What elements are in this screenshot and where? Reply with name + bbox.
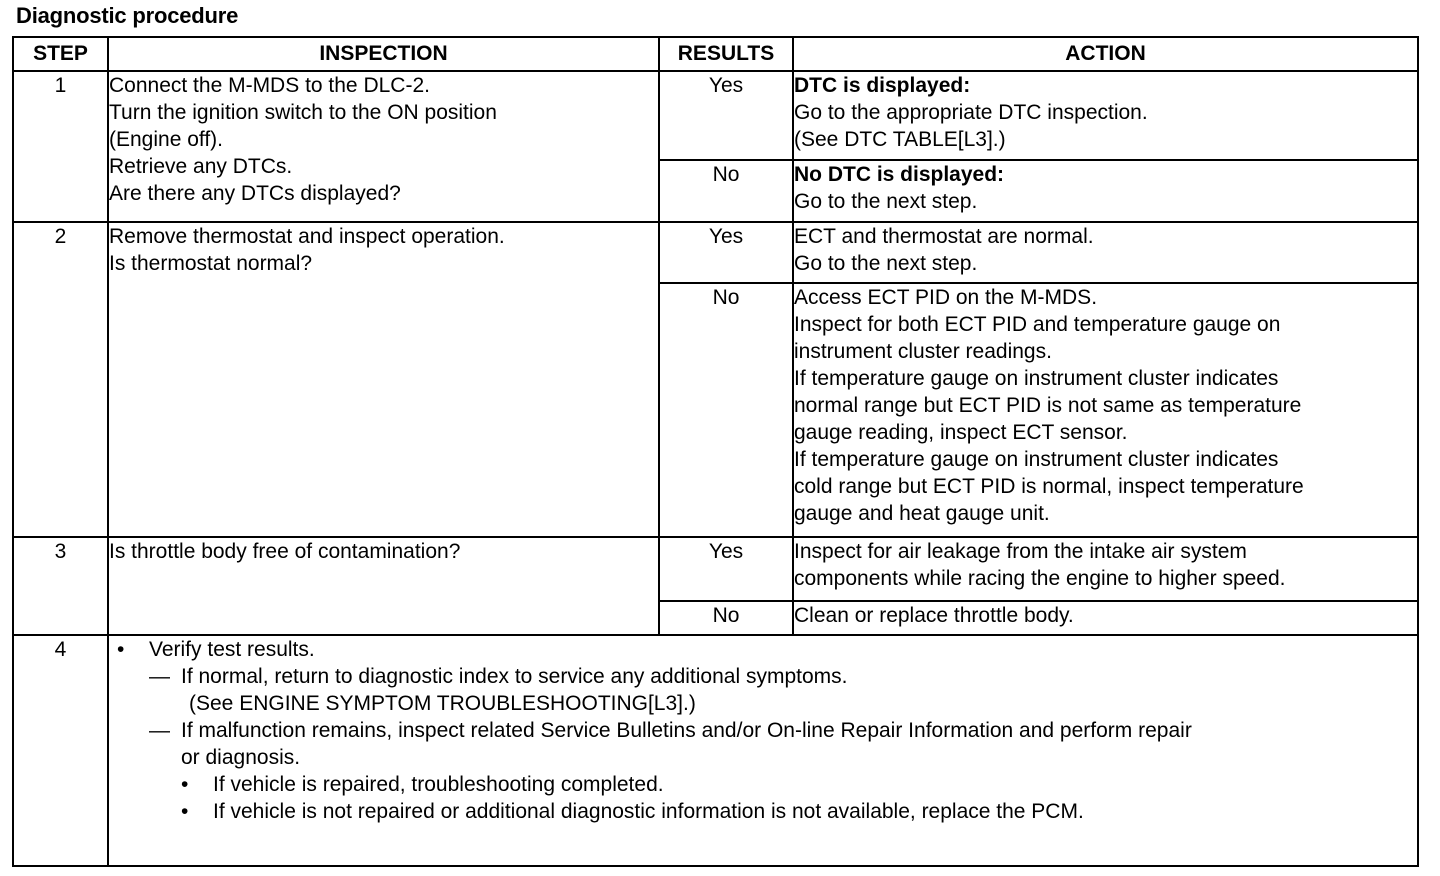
page-title: Diagnostic procedure [16,3,239,28]
step-number: 2 [13,222,108,537]
header-results: RESULTS [659,37,793,71]
action-cell [793,222,1418,283]
action-line: cold range but ECT PID is normal, inspect temperature [794,475,1304,498]
diagnostic-procedure-table [12,36,1419,867]
table-header-row [13,37,1418,71]
action-line: instrument cluster readings. [794,340,1052,363]
result-yes: Yes [659,222,793,283]
header-step: STEP [13,37,108,71]
action-cell [793,160,1418,222]
verify-subitem [109,663,1417,690]
action-line: gauge reading, inspect ECT sensor. [794,421,1128,444]
step-number: 1 [13,71,108,222]
action-line: Go to the next step. [794,190,978,213]
action-heading: No DTC is displayed: [794,163,1005,186]
action-line: If temperature gauge on instrument cluster indicates [794,448,1279,471]
table-row [13,71,1418,160]
inspection-line: Are there any DTCs displayed? [109,182,401,205]
action-line: normal range but ECT PID is not same as temperature [794,394,1302,417]
inspection-line: Connect the M-MDS to the DLC-2. [109,74,430,97]
result-yes: Yes [659,537,793,601]
action-line: Clean or replace throttle body. [794,604,1074,627]
action-line: (See DTC TABLE[L3].) [794,128,1006,151]
verify-subitem [109,717,1417,744]
table-row [13,222,1418,283]
verify-sub-text: If vehicle is repaired, troubleshooting completed. [213,773,664,796]
verify-cell [108,635,1418,866]
action-line: ECT and thermostat are normal. [794,225,1094,248]
action-line: Access ECT PID on the M-MDS. [794,286,1098,309]
action-line: components while racing the engine to higher speed. [794,567,1286,590]
action-line: Go to the next step. [794,252,978,275]
verify-sub-text: If vehicle is not repaired or additional diagnostic information is not available, replace the PCM. [213,800,1084,823]
step-number: 3 [13,537,108,635]
result-no: No [659,283,793,537]
inspection-cell [108,222,659,537]
action-cell [793,601,1418,635]
action-cell [793,283,1418,537]
verify-malfunction-continued: or diagnosis. [181,746,301,769]
table-row [13,537,1418,601]
verify-normal-text: If normal, return to diagnostic index to service any additional symptoms. [181,665,848,688]
inspection-line: Turn the ignition switch to the ON position [109,101,497,124]
inspection-cell [108,537,659,635]
bullet-icon: • [117,638,125,661]
step-number: 4 [13,635,108,866]
inspection-line: Is throttle body free of contamination? [109,540,461,563]
inspection-line: Retrieve any DTCs. [109,155,293,178]
result-no: No [659,601,793,635]
result-yes: Yes [659,71,793,160]
verify-normal-reference: (See ENGINE SYMPTOM TROUBLESHOOTING[L3].) [189,692,696,715]
verify-item [109,636,1417,663]
action-line: gauge and heat gauge unit. [794,502,1050,525]
bullet-icon: • [181,800,189,823]
verify-text: Verify test results. [149,638,315,661]
verify-subsubitem [109,798,1417,825]
action-line: Go to the appropriate DTC inspection. [794,101,1148,124]
inspection-line: Remove thermostat and inspect operation. [109,225,505,248]
action-line: Inspect for air leakage from the intake air system [794,540,1247,563]
header-inspection: INSPECTION [108,37,659,71]
action-line: Inspect for both ECT PID and temperature gauge on [794,313,1281,336]
result-no: No [659,160,793,222]
action-heading: DTC is displayed: [794,74,971,97]
verify-malfunction-text: If malfunction remains, inspect related Service Bulletins and/or On-line Repair Information and perform repair [181,719,1192,742]
header-action: ACTION [793,37,1418,71]
verify-subsubitem [109,771,1417,798]
action-cell [793,537,1418,601]
table-row [13,635,1418,866]
dash-icon: — [149,665,170,688]
dash-icon: — [149,719,170,742]
bullet-icon: • [181,773,189,796]
action-cell [793,71,1418,160]
inspection-line: Is thermostat normal? [109,252,313,275]
inspection-line: (Engine off). [109,128,224,151]
action-line: If temperature gauge on instrument cluster indicates [794,367,1279,390]
inspection-cell [108,71,659,222]
